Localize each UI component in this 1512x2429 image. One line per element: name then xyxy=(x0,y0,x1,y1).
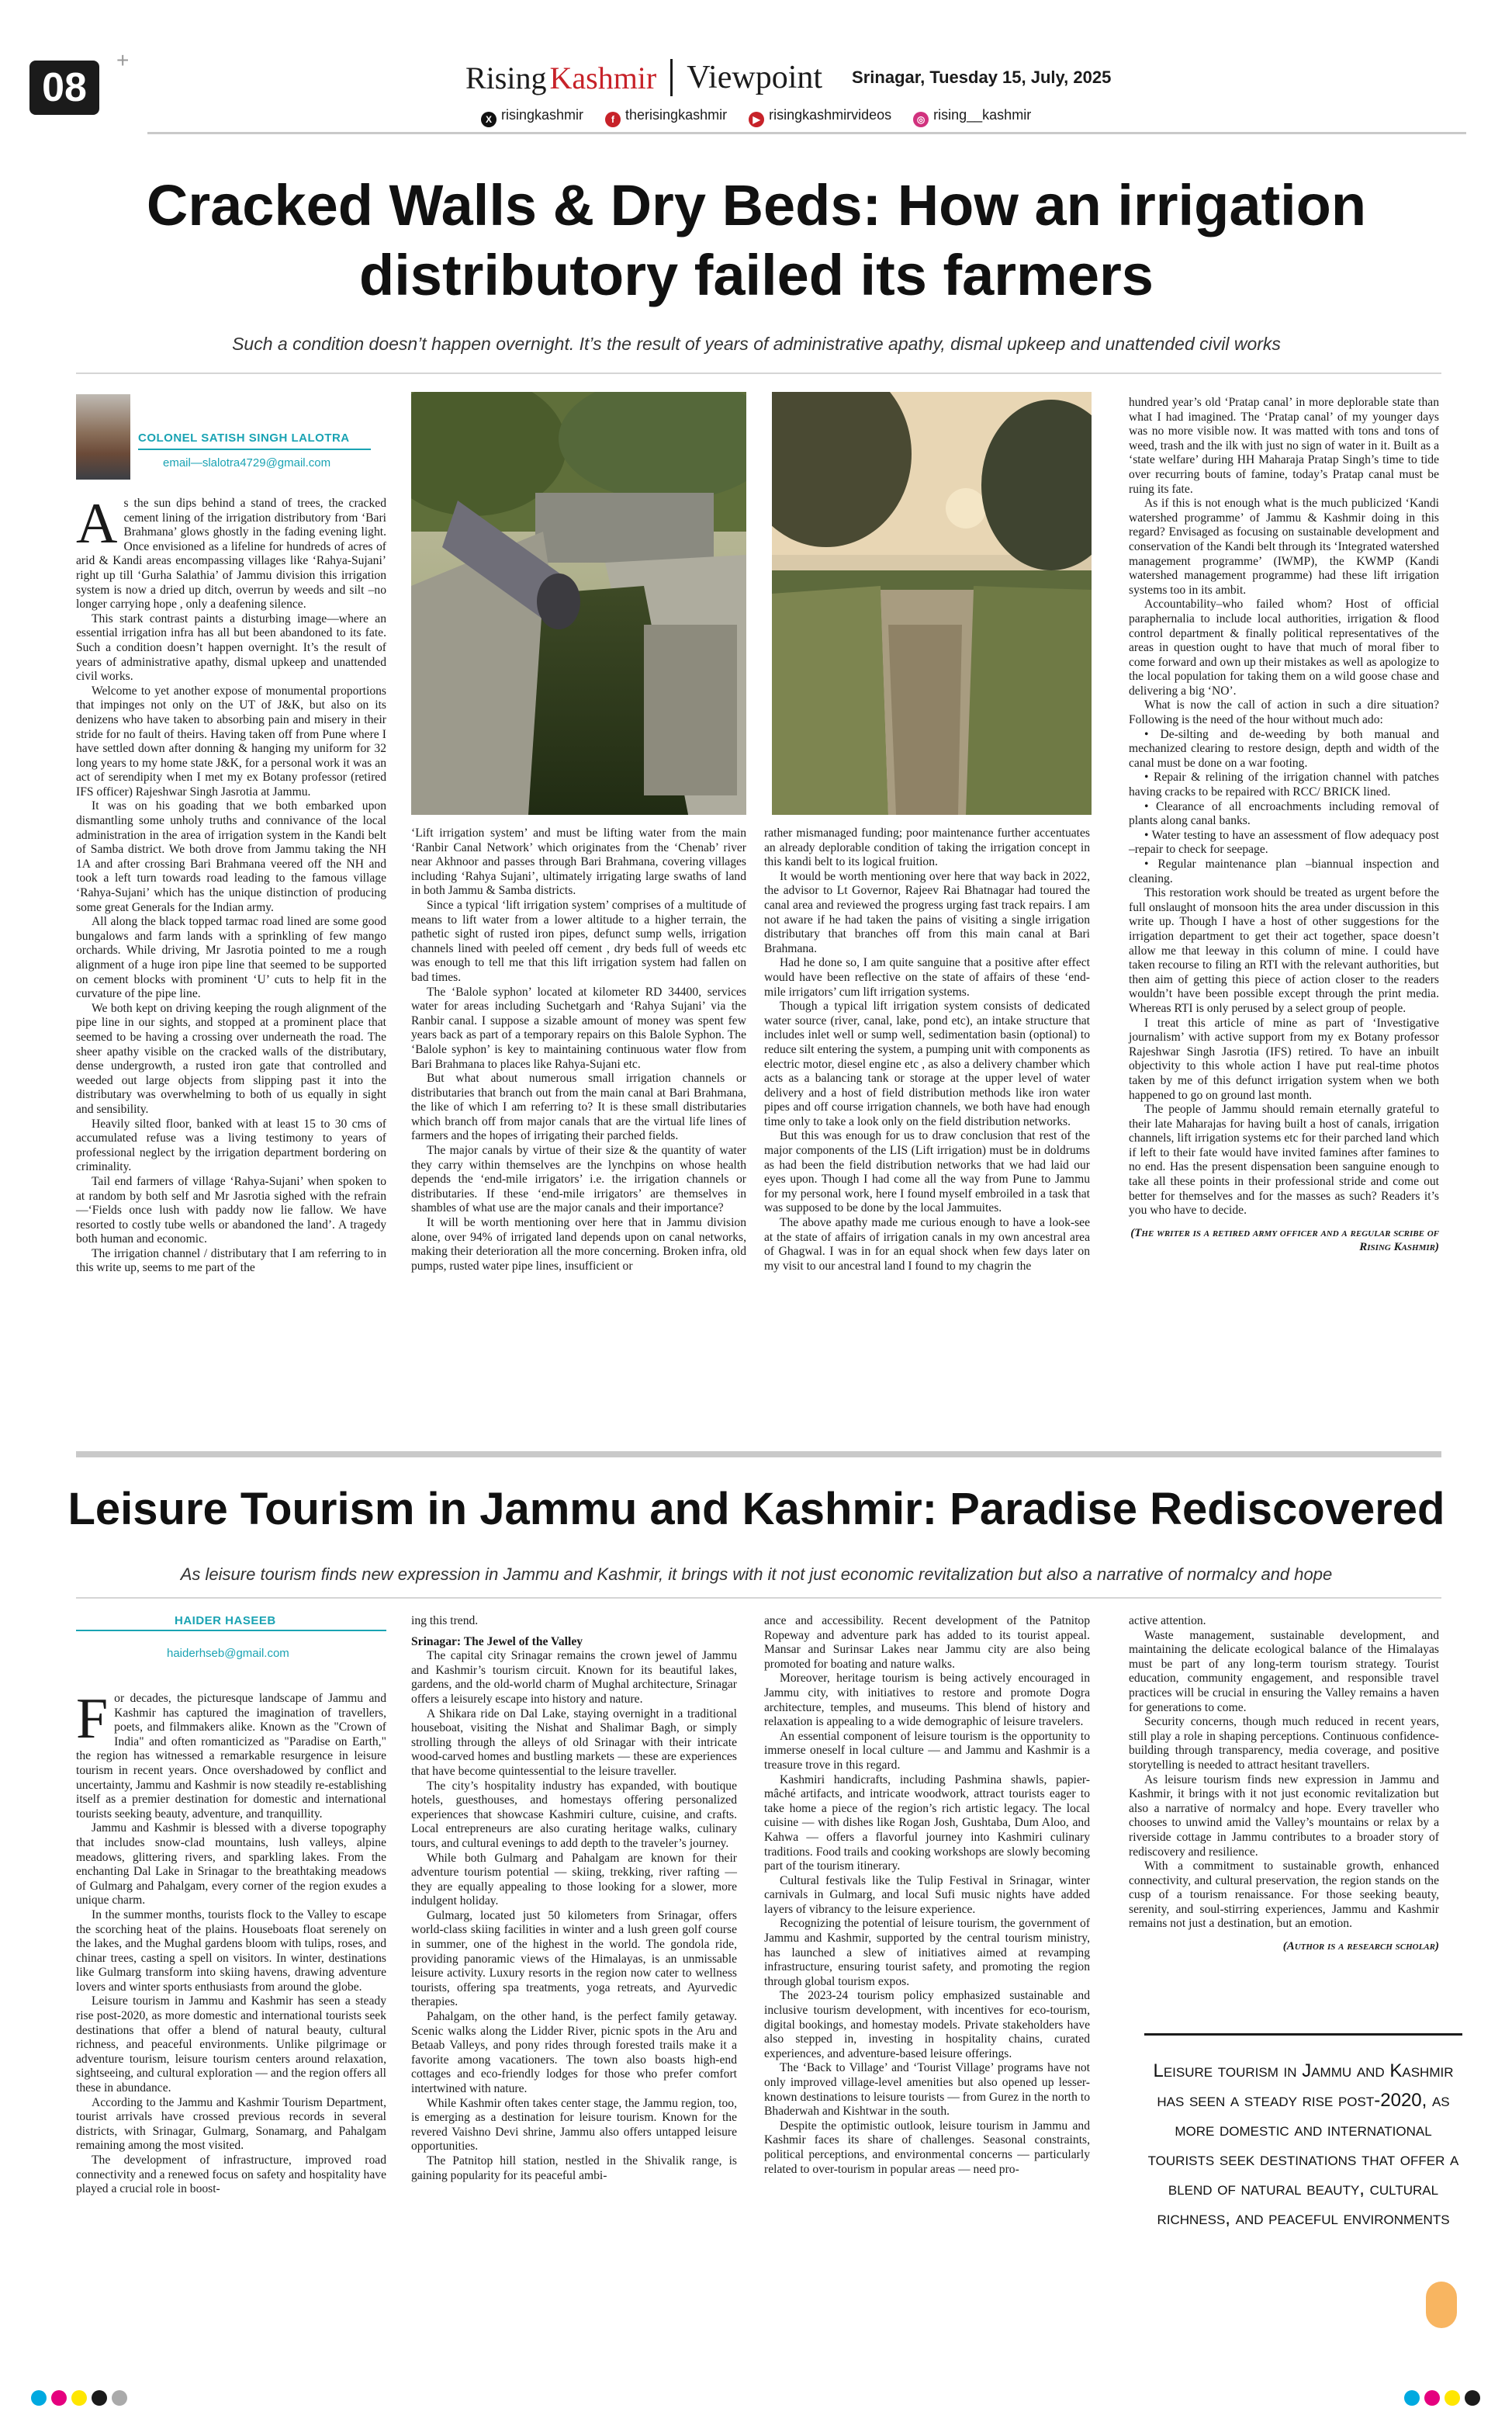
paragraph: The 2023-24 tourism policy emphasized sustainable and inclusive tourism development, with incentives for eco-tourism, digital bookings, and homestay models. Private stakeholders have also stepped in, investing in hospitality chains, curated experiences, and adventure-based leisure offerings. xyxy=(764,1989,1090,2060)
paragraph: With a commitment to sustainable growth, enhanced connectivity, and cultural preservation, the region stands on the cusp of a tourism renaissance. For those seeking beauty, serenity, and soul-stirring experiences, Jammu and Kashmir remains not just a destination, but an emotion. xyxy=(1129,1859,1439,1931)
x-icon: X xyxy=(481,112,497,127)
paragraph: ‘Lift irrigation system’ and must be lifting water from the main ‘Ranbir Canal Network’ which originates from the ‘Chenab’ river near Akhnoor and passes through Bari Brahmana, covering villages including ‘Rahya Sujani’, ultimately irrigating large swaths of land in both Jammu & Samba districts. xyxy=(411,826,746,898)
article2-headline: Leisure Tourism in Jammu and Kashmir: Paradise Rediscovered xyxy=(67,1484,1445,1534)
paragraph: Pahalgam, on the other hand, is the perfect family getaway. Scenic walks along the Lidder River, picnic spots in the Aru and Betaab Valleys, and pony rides through forested trails make it a favorite among vacationers. The town also boasts high-end cottages and eco-friendly lodges for those who prefer comfort intertwined with nature. xyxy=(411,2010,737,2095)
page-number: 08 xyxy=(29,61,99,115)
dek-rule xyxy=(76,372,1441,374)
instagram-icon: ◎ xyxy=(913,112,929,127)
paragraph: Despite the optimistic outlook, leisure tourism in Jammu and Kashmir faces its share of challenges. Seasonal constraints, political perceptions, and environmental concerns — particularly related to over-tourism in popular areas — need pro- xyxy=(764,2119,1090,2176)
subhead: Srinagar: The Jewel of the Valley xyxy=(411,1634,583,1648)
paragraph: This stark contrast paints a disturbing image—where an essential irrigation infra has all but been abandoned to its fate. Such a condition doesn’t happen overnight. It’s the result of years of administrative apathy, dismal upkeep and unattended civil works. xyxy=(76,612,386,684)
paragraph: Welcome to yet another expose of monumental proportions that impinges not only on the UT of J&K, but also on its denizens who have taken to absorbing pain and misery in their stride for no fault of theirs. Having taken off from Pune where I have settled down after donning & hanging my uniform for 32 long years to my home state J&K, for a personal work it was an act of serendipity when I met my ex Botany professor (retired IFS officer) Rajeshwar Singh Jasrotia at Jammu. xyxy=(76,684,386,799)
paragraph: We both kept on driving keeping the rough alignment of the pipe line in our sights, and stopped at a prominent place that seemed to be having a crossing over underneath the road. The sheer apathy visible on the cracked walls of the distributary, dense undergrowth, a rusted iron gate that controlled and weeded out large objects from slipping past it into the distributary was overwhelming to both of us equally in sight and sensibility. xyxy=(76,1001,386,1116)
paragraph: Tail end farmers of village ‘Rahya-Sujani’ when spoken to at random by both self and Mr Jasrotia sighed with the refrain—‘Fields once lush with paddy now lie fallow. We have resorted to costly tube wells or abandoned the land’. A tragedy both human and economic. xyxy=(76,1174,386,1246)
registration-strip xyxy=(0,2386,1512,2410)
section-divider xyxy=(76,1451,1441,1457)
paragraph: rather mismanaged funding; poor maintenance further accentuates an already deplorable condition of taking the irrigation concept in this kandi belt to its logical fruition. xyxy=(764,826,1090,869)
paragraph: Though a typical lift irrigation system consists of dedicated water source (river, canal, lake, pond etc), an intake structure that includes inlet well or sump well, sedimentation basin (optional) to reduce silt entering the system, a pumping unit with components as electric motor, diesel engine etc , as also a delivery chamber which acts as a balancing tank or storage at the upper level of water delivery and a host of field distribution methods like iron water pipes and off course irrigation channels, we both have had enough time only to take a look only on the field distribution networks. xyxy=(764,1000,1090,1128)
paragraph: The ‘Back to Village’ and ‘Tourist Village’ programs have not only improved village-level amenities but also opened up lesser-known destinations to leisure tourists — from Gurez in the north to Bhaderwah and Kishtwar in the south. xyxy=(764,2061,1090,2119)
facebook-handle: therisingkashmir xyxy=(625,107,728,123)
header-rule xyxy=(147,132,1466,134)
article2-column-3 xyxy=(764,1614,1090,2177)
paragraph: Accountability–who failed whom? Host of official paraphernalia to include local authorities, irrigation & flood control department & finally political representatives of the areas in question ought to have that much of moral fiber to come forward and own up their mistakes as well as apologize to the local population for taking them on a wild goose chase and delivering a big ‘NO’. xyxy=(1129,598,1439,698)
paragraph: Leisure tourism in Jammu and Kashmir has seen a steady rise post-2020, as more domestic and international tourists seek destinations that offer a blend of natural beauty, cultural richness, and peaceful environments. Unlike pilgrimage or adventure tourism, leisure tourism centers around relaxation, sightseeing, and cultural exploration — and the region offers all these in abundance. xyxy=(76,1994,386,2095)
paragraph: But what about numerous small irrigation channels or distributaries that branch out from the main canal at Bari Brahmana, the like of which I am referring to? It is these small distributaries which branch off from major canals that are the virtual life lines of farmers and the hopes of irrigating their parched fields. xyxy=(411,1072,746,1143)
brand-rising: Rising xyxy=(465,60,547,95)
article1-author: COLONEL SATISH SINGH LALOTRA xyxy=(138,431,350,445)
article1-email: email—slalotra4729@gmail.com xyxy=(163,456,331,470)
dropcap: A xyxy=(76,492,118,556)
paragraph: hundred year’s old ‘Pratap canal’ in more deplorable state than what I had imagined. The ‘Pratap canal’ of my younger days was no more visible now. It was matted with tons and tons of weed, trash and the ilk with just no sign of water in it. Built as a ‘state welfare’ during HH Maharaja Pratap Singh’s time to tide over recurring bouts of famine, today’s Pratap canal must be ruing its fate. xyxy=(1129,396,1439,496)
paragraph: Jammu and Kashmir is blessed with a diverse topography that includes snow-clad mountains, lush valleys, alpine meadows, glittering rivers, and sparkling lakes. From the enchanting Dal Lake in Srinagar to the breathtaking meadows of Gulmarg and Pahalgam, every corner of the region exudes a unique charm. xyxy=(76,1821,386,1908)
article1-dek: Such a condition doesn’t happen overnight. It’s the result of years of administrative apathy, dismal upkeep and unattended civil works xyxy=(232,334,1281,354)
social-handles xyxy=(481,107,1031,127)
cyan-mark-right xyxy=(1404,2390,1420,2406)
article2-column-1 xyxy=(76,1687,386,2197)
yellow-mark-right xyxy=(1445,2390,1460,2406)
paragraph: Since a typical ‘lift irrigation system’ comprises of a multitude of means to lift water from a lower altitude to a higher terrain, the pathetic sight of rusted iron pipes, defunct sump wells, irrigation channels lined with peeled off cement , dry beds full of weeds etc was enough to tell me that this lift irrigation system had fallen on bad times. xyxy=(411,898,746,984)
paragraph: It would be worth mentioning over here that way back in 2022, the advisor to Lt Governor, Rajeev Rai Bhatnagar had toured the canal area and reviewed the progress urging fast track repairs. I am not aware if he had taken the pains of visiting a single irrigation distributary that branches off from this main canal at Bari Brahmana. xyxy=(764,869,1090,955)
bullet-item: • Water testing to have an assessment of flow adequacy post –repair to check for seepage. xyxy=(1129,828,1439,857)
bullet-item: • Clearance of all encroachments including removal of plants along canal banks. xyxy=(1129,799,1439,828)
yellow-mark xyxy=(71,2390,87,2406)
paragraph: The people of Jammu should remain eternally grateful to their late Maharajas for having built a host of canals, irrigation channels, lift irrigation systems etc for their parched land which if left to their fate would have invited famines after famines to no end. Has the present dispensation been sanguine enough to take all these points in their professional stride and come out better for themselves and for the masses as such? Readers it’s you who have to decide. xyxy=(1129,1103,1439,1218)
paragraph: This restoration work should be treated as urgent before the full onslaught of monsoon hits the area under discussion in this write up. Though I have a host of other suggestions for the irrigation department to get their act together, space doesn’t allow me that leeway in this column of mine. I could have taken recourse to filing an RTI with the relevant authorities, but then aim of getting this piece of action closer to the readers wouldn’t have been possible except through the print media. Whereas RTI is only perused by a select group of people. xyxy=(1129,886,1439,1015)
article1-column-3 xyxy=(764,826,1090,1273)
magenta-mark xyxy=(51,2390,67,2406)
pipe-channel-image xyxy=(411,392,746,815)
x-handle: risingkashmir xyxy=(501,107,584,123)
cyan-mark xyxy=(31,2390,47,2406)
paragraph: In the summer months, tourists flock to the Valley to escape the scorching heat of the plains. Houseboats float serenely on the lakes, and the Mughal gardens bloom with tulips, roses, and chinar trees, casting a spell on visitors. In winter, destinations like Gulmarg transform into skiing havens, drawing adventure lovers and winter sports enthusiasts from around the globe. xyxy=(76,1908,386,1994)
magenta-mark-right xyxy=(1424,2390,1440,2406)
paragraph: The ‘Balole syphon’ located at kilometer RD 34400, services water for areas including Suchetgarh and ‘Rahya Sujani’ via the Ranbir canal. I suppose a sizable amount of money was spent few years back as part of a temporary repairs on this Balole Syphon. The ‘Balole syphon’ is key to maintaining continuous water flow from Bari Brahmana to places like Rahya-Sujani etc. xyxy=(411,985,746,1071)
paragraph: The irrigation channel / distributary that I am referring to in this write up, seems to me part of the xyxy=(76,1246,386,1275)
byline-rule xyxy=(138,449,371,450)
grey-mark xyxy=(112,2390,127,2406)
paragraph: While both Gulmarg and Pahalgam are known for their adventure tourism potential — skiing, trekking, river rafting — they are equally appealing to those looking for a slower, more indulgent holiday. xyxy=(411,1851,737,1908)
dry-bed-image xyxy=(772,392,1092,815)
paragraph: Gulmarg, located just 50 kilometers from Srinagar, offers world-class skiing facilities in winter and a lush green golf course in summer, one of the highest in the world. The gondola ride, providing panoramic views of the Himalayas, is an unmissable leisure activity. Luxury resorts in the region now cater to wellness tourists, offering spa treatments, yoga retreats, and Ayurvedic therapies. xyxy=(411,1908,737,2009)
paragraph: ance and accessibility. Recent development of the Patnitop Ropeway and adventure park has added to its tourist appeal. Mansar and Surinsar Lakes near Jammu city are also being promoted for boating and nature walks. xyxy=(764,1614,1090,1671)
paragraph: While Kashmir often takes center stage, the Jammu region, too, is emerging as a destination for leisure tourism. Known for the revered Vaishno Devi shrine, Jammu also offers untapped leisure opportunities. xyxy=(411,2096,737,2154)
paragraph: The city’s hospitality industry has expanded, with boutique hotels, guesthouses, and homestays offering personalized experiences that showcase Kashmiri culture, cuisine, and crafts. Local entrepreneurs are also curating heritage walks, culinary tours, and cultural evenings to add depth to the traveler’s journey. xyxy=(411,1779,737,1850)
author-photo xyxy=(76,394,130,480)
paragraph: or decades, the picturesque landscape of Jammu and Kashmir has captured the imagination of travellers, poets, and filmmakers alike. Known as the "Crown of India" and often romanticized as "Paradise on Earth," the region has witnessed a remarkable resurgence in leisure tourism in recent years. Once overshadowed by conflict and uncertainty, Jammu and Kashmir is now steadily re-establishing itself as a premier destination for domestic and international tourists seeking beauty, adventure, and tranquillity. xyxy=(76,1692,386,1821)
paragraph: As if this is not enough what is the much publicized ‘Kandi watershed programme’ of Jammu & Kashmir doing in this regard? Envisaged as focusing on sustainable development and conservation of the Kandi belt through its ‘Integrated watershed management programme’ (IWMP), the KWMP (Kandi watershed management programme) had these lift irrigation systems too in its ambit. xyxy=(1129,497,1439,597)
article2-author: HAIDER HASEEB xyxy=(175,1614,276,1627)
decorative-ornament xyxy=(1426,2282,1457,2328)
paragraph: A Shikara ride on Dal Lake, staying overnight in a traditional houseboat, visiting the Nishat and Shalimar Bagh, or simply strolling through the alleys of old Srinagar with their intricate wood-carved homes and bustling markets — these are experiences that have become quintessential to the leisure traveller. xyxy=(411,1707,737,1778)
article1-column-4 xyxy=(1129,396,1439,1255)
paragraph: The major canals by virtue of their size & the quantity of water they carry within themselves are the lynchpins on whose health depends the ‘end-mile irrigators’ i.e. the irrigation channels or distributaries. If these ‘end-mile irrigators’ are themselves in shambles of what use are the major canals and their importance? xyxy=(411,1144,746,1215)
photo-dry-bed xyxy=(772,392,1092,815)
paragraph: Waste management, sustainable development, and maintaining the delicate ecological balance of the Himalayas must be part of any long-term tourism strategy. Tourist education, community engagement, and responsible travel practices will be crucial in ensuring the Valley remains a haven for generations to come. xyxy=(1129,1628,1439,1714)
bullet-item: • Regular maintenance plan –biannual inspection and cleaning. xyxy=(1129,858,1439,885)
brand-kashmir: Kashmir xyxy=(549,60,657,95)
dropcap: F xyxy=(76,1687,109,1751)
paragraph: It was on his goading that we both embarked upon dismantling some unholy truths and connivance of the local administration in the area of irrigation system in the Kandi belt of Samba district. We both drove from Jammu taking the NH 1A and after crossing Bari Brahmana veered off the NH and took a left turn towards road leading to the famous village ‘Rahya-Sujani’ which has the unique distinction of producing some great Generals for the Indian army. xyxy=(76,799,386,914)
black-mark xyxy=(92,2390,107,2406)
instagram-handle: rising__kashmir xyxy=(933,107,1032,123)
photo-pipe-channel xyxy=(411,392,746,815)
crop-mark: + xyxy=(116,48,130,72)
section-title: Viewpoint xyxy=(687,60,823,95)
social-x[interactable] xyxy=(481,107,583,127)
masthead-divider xyxy=(670,59,673,96)
paragraph: Moreover, heritage tourism is being actively encouraged in Jammu city, with initiatives to restore and promote Dogra architecture, temples, and museums. This blend of history and relaxation is appealing to a wide demographic of leisure travelers. xyxy=(764,1672,1090,1729)
paragraph: Recognizing the potential of leisure tourism, the government of Jammu and Kashmir, supported by the central tourism ministry, has launched a slew of initiatives aimed at revamping infrastructure, ensuring tourist safety, and promoting the region through global tourism expos. xyxy=(764,1917,1090,1988)
paragraph: All along the black topped tarmac road lined are some good bungalows and farm lands with a sprinkling of few mango orchards. While driving, Mr Jasrotia pointed to me a rough alignment of a huge iron pipe line that seemed to be supported on cement blocks with prominent ‘U’ cuts to help fit in the curvature of the pipe line. xyxy=(76,915,386,1001)
byline2-rule xyxy=(76,1630,386,1631)
paragraph: ing this trend. xyxy=(411,1614,479,1627)
paragraph: The Patnitop hill station, nestled in the Shivalik range, is gaining popularity for its peaceful ambi- xyxy=(411,2154,737,2182)
youtube-handle: risingkashmirvideos xyxy=(769,107,892,123)
bullet-item: • Repair & relining of the irrigation channel with patches having cracks to be repaired with RCC/ BRICK lined. xyxy=(1129,771,1439,799)
dek2-rule xyxy=(76,1597,1441,1599)
article1-headline: Cracked Walls & Dry Beds: How an irrigation distributory failed its farmers xyxy=(146,173,1367,307)
paragraph: What is now the call of action in such a dire situation? Following is the need of the hour without much ado: xyxy=(1129,698,1439,727)
social-instagram[interactable] xyxy=(913,107,1031,127)
black-mark-right xyxy=(1465,2390,1480,2406)
paragraph: active attention. xyxy=(1129,1614,1206,1627)
paragraph: As leisure tourism finds new expression in Jammu and Kashmir, it brings with it not just economic revitalization but also a narrative of normalcy and hope. Every traveller who chooses to unwind amid the Valley’s mountains or relax by a riverside cottage in Jammu contributes to a broader story of rediscovery and resilience. xyxy=(1129,1772,1439,1859)
article1-column-2 xyxy=(411,826,746,1273)
paragraph: But this was enough for us to draw conclusion that rest of the major components of the LIS (Lift irrigation) must be in doldrums as had been the field distribution networks that we had laid our eyes upon. Though I had come all the way from Pune to Jammu for my personal work, here I found myself embroiled in a task that was supposed to be done by the local Jammuites. xyxy=(764,1129,1090,1215)
article2-dek: As leisure tourism finds new expression in Jammu and Kashmir, it brings with it not just economic revitalization but also a narrative of normalcy and hope xyxy=(180,1564,1333,1584)
pullquote-rule xyxy=(1144,2033,1462,2036)
paragraph: Security concerns, though much reduced in recent years, still play a role in shaping perceptions. Continuous confidence-building through transparency, media coverage, and positive storytelling is needed to attract hesitant travellers. xyxy=(1129,1715,1439,1772)
social-facebook[interactable] xyxy=(605,107,727,127)
paragraph: The above apathy made me curious enough to have a look-see at the state of affairs of irrigation canals in my own ancestral area of Ghagwal. I was in for an equal shock when few days later on my visit to our ancestral land I found to my chagrin the xyxy=(764,1216,1090,1273)
paragraph: Kashmiri handicrafts, including Pashmina shawls, papier-mâché artifacts, and intricate woodwork, attract tourists eager to take home a piece of the region’s rich artistic legacy. The local cuisine — with dishes like Rogan Josh, Gushtaba, Dum Aloo, and Kahwa — offers a flavorful journey into Kashmiri culinary traditions. Food trails and cooking workshops are slowly becoming part of the tourism itinerary. xyxy=(764,1772,1090,1873)
article1-signoff: (The writer is a retired army officer and a regular scribe of Rising Kashmir) xyxy=(1130,1226,1439,1254)
youtube-icon: ▶ xyxy=(749,112,764,127)
paragraph: Had he done so, I am quite sanguine that a positive after effect would have been reflective on the state of affairs of these ‘end-mile irrigators’ cum lift irrigation systems. xyxy=(764,956,1090,999)
article2-signoff: (Author is a research scholar) xyxy=(1282,1940,1439,1953)
paragraph: An essential component of leisure tourism is the opportunity to immerse oneself in local culture — and Jammu and Kashmir is a treasure trove in this regard. xyxy=(764,1729,1090,1772)
paragraph: I treat this article of mine as part of ‘Investigative journalism’ with active support from my ex Botany professor Rajeshwar Singh Jasrotia (IFS) retired. To have an inbuilt objectivity to this whole action I have put real-time photos taken by me of this defunct irrigation system when we both happened to go on ground last month. xyxy=(1129,1016,1439,1102)
paragraph: The development of infrastructure, improved road connectivity and a renewed focus on safety and hospitality have played a crucial role in boost- xyxy=(76,2154,386,2196)
paragraph: Heavily silted floor, banked with at least 15 to 30 cms of accumulated refuse was a living testimony to years of professional neglect by the irrigation department bordering on criminality. xyxy=(76,1117,386,1174)
facebook-icon: f xyxy=(605,112,621,127)
article2-column-4 xyxy=(1129,1614,1439,1954)
paragraph: It will be worth mentioning over here that in Jammu division alone, over 94% of irrigated land depends upon on canal networks, making their deterioration all the more concerning. Broken infra, old pumps, rusted water pipe lines, insufficient or xyxy=(411,1216,746,1273)
social-youtube[interactable] xyxy=(749,107,891,127)
article2-email: haiderhseb@gmail.com xyxy=(167,1647,289,1660)
pullquote: Leisure tourism in Jammu and Kashmir has seen a steady rise post-2020, as more domestic and international tourists seek destinations that offer a blend of natural beauty, cultural richness, and peaceful environments xyxy=(1147,2060,1459,2229)
issue-date: Srinagar, Tuesday 15, July, 2025 xyxy=(852,68,1112,87)
paragraph: According to the Jammu and Kashmir Tourism Department, tourist arrivals have crossed previous records in several districts, with Srinagar, Gulmarg, Sonamarg, and Pahalgam remaining among the most visited. xyxy=(76,2095,386,2153)
paragraph: s the sun dips behind a stand of trees, the cracked cement lining of the irrigation distributory from ‘Bari Brahmana’ glows ghostly in the fading evening light. Once envisioned as a lifeline for hundreds of acres of arid & Kandi areas encompassing villages like ‘Rahya-Sujani’ right up till ‘Gurha Salathia’ of Jammu division this irrigation system is now a dried up ditch, overrun by weeds and silt –no longer carrying hope , only a deafening silence. xyxy=(76,497,386,612)
article2-column-2 xyxy=(411,1614,737,2183)
masthead xyxy=(465,54,1111,101)
paragraph: The capital city Srinagar remains the crown jewel of Jammu and Kashmir’s tourism circuit. Known for its beautiful lakes, gardens, and the old-world charm of Mughal architecture, Srinagar offers a leisurely escape into history and nature. xyxy=(411,1649,737,1706)
article1-column-1 xyxy=(76,492,386,1276)
paragraph: Cultural festivals like the Tulip Festival in Srinagar, winter carnivals in Gulmarg, and local Sufi music nights have added layers of vibrancy to the leisure experience. xyxy=(764,1873,1090,1916)
bullet-item: • De-silting and de-weeding by both manual and mechanized clearing to restore design, depth and width of the canal must be done on a war footing. xyxy=(1129,727,1439,770)
